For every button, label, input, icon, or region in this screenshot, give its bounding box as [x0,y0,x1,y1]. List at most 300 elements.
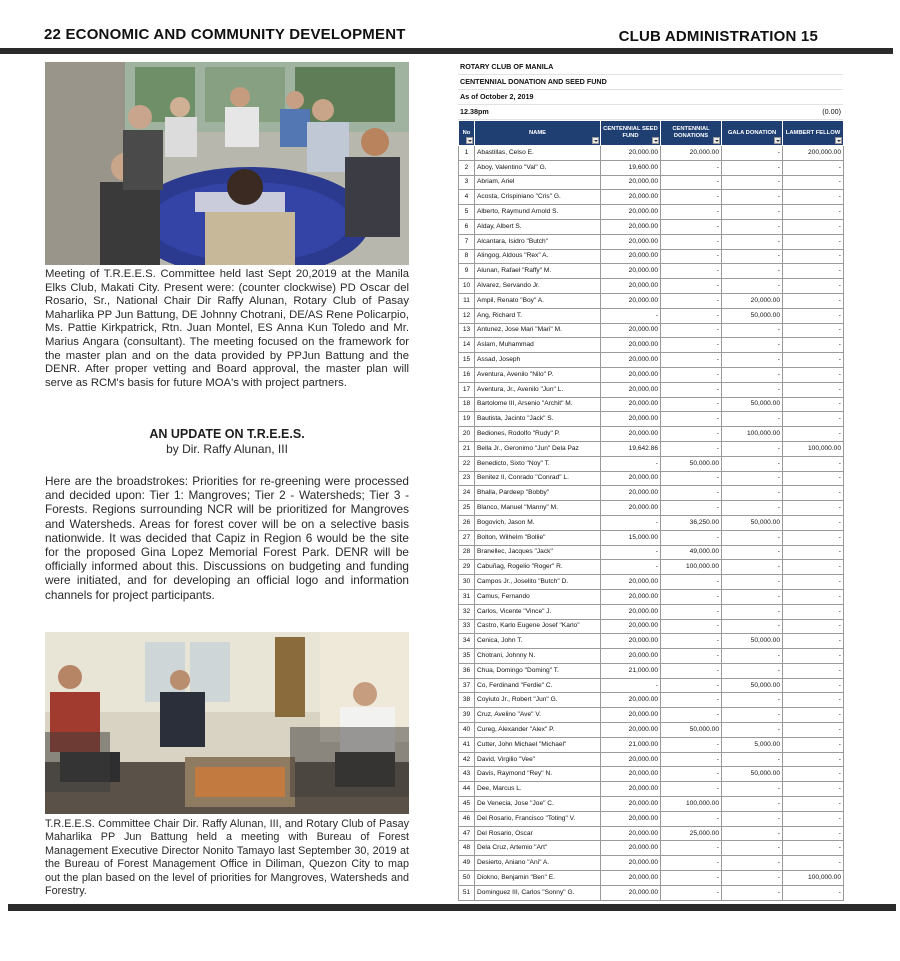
cell-no[interactable]: 36 [459,663,475,678]
cell-name[interactable]: David, Virgilio "Vee" [475,752,601,767]
cell-donations[interactable]: - [661,841,722,856]
cell-no[interactable]: 20 [459,427,475,442]
cell-donations[interactable]: - [661,678,722,693]
cell-donations[interactable]: - [661,871,722,886]
cell-name[interactable]: Cureg, Alexander "Alex" P. [475,723,601,738]
cell-gala[interactable]: - [722,382,783,397]
cell-seed-fund[interactable]: 20,000.00 [601,811,661,826]
cell-lambert[interactable]: - [783,841,844,856]
cell-donations[interactable]: - [661,486,722,501]
cell-gala[interactable]: - [722,471,783,486]
column-header-donations[interactable]: CENTENNIAL DONATIONS [661,121,722,146]
cell-seed-fund[interactable]: 20,000.00 [601,501,661,516]
cell-gala[interactable]: - [722,589,783,604]
cell-name[interactable]: Branellec, Jacques "Jack" [475,545,601,560]
column-header-gala[interactable]: GALA DONATION [722,121,783,146]
cell-lambert[interactable]: - [783,782,844,797]
column-header-seed-fund[interactable]: CENTENNIAL SEED FUND [601,121,661,146]
cell-donations[interactable]: - [661,752,722,767]
cell-lambert[interactable]: - [783,249,844,264]
cell-seed-fund[interactable]: 20,000.00 [601,279,661,294]
cell-gala[interactable]: - [722,811,783,826]
cell-donations[interactable]: - [661,575,722,590]
cell-name[interactable]: Antunez, Jose Mari "Mari" M. [475,323,601,338]
cell-lambert[interactable]: - [783,530,844,545]
cell-lambert[interactable]: - [783,338,844,353]
cell-lambert[interactable]: - [783,575,844,590]
cell-name[interactable]: De Venecia, Jose "Joe" C. [475,797,601,812]
cell-gala[interactable]: - [722,545,783,560]
filter-dropdown-icon[interactable] [592,137,599,144]
cell-donations[interactable]: - [661,708,722,723]
cell-donations[interactable]: - [661,856,722,871]
cell-no[interactable]: 3 [459,175,475,190]
cell-gala[interactable]: - [722,723,783,738]
cell-donations[interactable]: - [661,234,722,249]
cell-gala[interactable]: - [722,619,783,634]
cell-seed-fund[interactable]: 20,000.00 [601,175,661,190]
cell-lambert[interactable]: - [783,767,844,782]
cell-name[interactable]: Acosta, Crispiniano "Cris" G. [475,190,601,205]
cell-no[interactable]: 14 [459,338,475,353]
cell-gala[interactable]: 5,000.00 [722,737,783,752]
cell-name[interactable]: Carlos, Vicente "Vince" J. [475,604,601,619]
cell-name[interactable]: Davis, Raymond "Rey" N. [475,767,601,782]
cell-no[interactable]: 46 [459,811,475,826]
cell-seed-fund[interactable]: 20,000.00 [601,205,661,220]
cell-seed-fund[interactable]: 20,000.00 [601,723,661,738]
cell-lambert[interactable]: - [783,797,844,812]
cell-no[interactable]: 5 [459,205,475,220]
cell-gala[interactable]: - [722,856,783,871]
cell-donations[interactable]: - [661,441,722,456]
cell-name[interactable]: Cabuñag, Rogelio "Roger" R. [475,560,601,575]
cell-no[interactable]: 33 [459,619,475,634]
cell-name[interactable]: Cruz, Avelino "Ave" V. [475,708,601,723]
filter-dropdown-icon[interactable] [835,137,842,144]
cell-lambert[interactable]: - [783,634,844,649]
cell-name[interactable]: Ang, Richard T. [475,308,601,323]
cell-donations[interactable]: - [661,397,722,412]
cell-seed-fund[interactable]: 20,000.00 [601,293,661,308]
cell-seed-fund[interactable]: - [601,560,661,575]
cell-lambert[interactable]: - [783,412,844,427]
cell-lambert[interactable]: - [783,471,844,486]
cell-donations[interactable]: - [661,293,722,308]
cell-name[interactable]: Alday, Albert S. [475,219,601,234]
cell-gala[interactable]: 50,000.00 [722,767,783,782]
cell-name[interactable]: Alunan, Rafael "Raffy" M. [475,264,601,279]
cell-no[interactable]: 32 [459,604,475,619]
filter-dropdown-icon[interactable] [466,137,473,144]
cell-seed-fund[interactable]: 20,000.00 [601,693,661,708]
cell-no[interactable]: 22 [459,456,475,471]
cell-no[interactable]: 23 [459,471,475,486]
cell-donations[interactable]: - [661,190,722,205]
cell-gala[interactable]: - [722,323,783,338]
cell-no[interactable]: 25 [459,501,475,516]
cell-seed-fund[interactable]: 20,000.00 [601,190,661,205]
cell-lambert[interactable]: - [783,723,844,738]
cell-name[interactable]: Dee, Marcus L. [475,782,601,797]
cell-donations[interactable]: - [661,160,722,175]
cell-gala[interactable]: - [722,175,783,190]
cell-seed-fund[interactable]: - [601,678,661,693]
cell-donations[interactable]: - [661,367,722,382]
cell-no[interactable]: 21 [459,441,475,456]
cell-no[interactable]: 16 [459,367,475,382]
cell-donations[interactable]: - [661,471,722,486]
filter-dropdown-icon[interactable] [774,137,781,144]
cell-donations[interactable]: - [661,649,722,664]
cell-gala[interactable]: - [722,367,783,382]
cell-lambert[interactable]: - [783,649,844,664]
cell-gala[interactable]: - [722,353,783,368]
cell-gala[interactable]: - [722,441,783,456]
cell-name[interactable]: Campos Jr., Joselito "Butch" D. [475,575,601,590]
cell-lambert[interactable]: 200,000.00 [783,146,844,161]
cell-gala[interactable]: 50,000.00 [722,634,783,649]
cell-name[interactable]: Assad, Joseph [475,353,601,368]
cell-lambert[interactable]: 100,000.00 [783,441,844,456]
cell-gala[interactable]: - [722,338,783,353]
cell-donations[interactable]: - [661,175,722,190]
cell-no[interactable]: 2 [459,160,475,175]
cell-name[interactable]: Aboy, Valentino "Val" G. [475,160,601,175]
cell-lambert[interactable]: - [783,604,844,619]
column-header-name[interactable]: NAME [475,121,601,146]
cell-lambert[interactable]: - [783,678,844,693]
cell-donations[interactable]: - [661,663,722,678]
cell-no[interactable]: 31 [459,589,475,604]
cell-donations[interactable]: 50,000.00 [661,723,722,738]
cell-lambert[interactable]: - [783,353,844,368]
cell-gala[interactable]: - [722,663,783,678]
cell-seed-fund[interactable]: 20,000.00 [601,427,661,442]
cell-gala[interactable]: 100,000.00 [722,427,783,442]
cell-lambert[interactable]: - [783,885,844,900]
cell-no[interactable]: 35 [459,649,475,664]
filter-dropdown-icon[interactable] [652,137,659,144]
cell-seed-fund[interactable]: 20,000.00 [601,708,661,723]
cell-seed-fund[interactable]: 21,000.00 [601,663,661,678]
cell-no[interactable]: 45 [459,797,475,812]
cell-no[interactable]: 43 [459,767,475,782]
cell-donations[interactable]: - [661,811,722,826]
cell-name[interactable]: Bautista, Jacinto "Jack" S. [475,412,601,427]
cell-gala[interactable]: - [722,604,783,619]
cell-lambert[interactable]: - [783,737,844,752]
cell-gala[interactable]: - [722,456,783,471]
cell-lambert[interactable]: - [783,190,844,205]
cell-no[interactable]: 42 [459,752,475,767]
cell-lambert[interactable]: 100,000.00 [783,871,844,886]
cell-no[interactable]: 51 [459,885,475,900]
cell-seed-fund[interactable]: 20,000.00 [601,471,661,486]
cell-no[interactable]: 30 [459,575,475,590]
cell-name[interactable]: Chotrani, Johnny N. [475,649,601,664]
cell-seed-fund[interactable]: 20,000.00 [601,382,661,397]
cell-gala[interactable]: - [722,412,783,427]
cell-name[interactable]: Benitez II, Conrado "Conrad" L. [475,471,601,486]
cell-seed-fund[interactable]: 20,000.00 [601,589,661,604]
cell-no[interactable]: 11 [459,293,475,308]
cell-lambert[interactable]: - [783,708,844,723]
cell-no[interactable]: 15 [459,353,475,368]
cell-lambert[interactable]: - [783,323,844,338]
cell-donations[interactable]: 25,000.00 [661,826,722,841]
cell-donations[interactable]: - [661,782,722,797]
cell-no[interactable]: 4 [459,190,475,205]
cell-lambert[interactable]: - [783,663,844,678]
cell-donations[interactable]: - [661,619,722,634]
cell-no[interactable]: 18 [459,397,475,412]
cell-lambert[interactable]: - [783,234,844,249]
cell-donations[interactable]: - [661,249,722,264]
cell-seed-fund[interactable]: 20,000.00 [601,367,661,382]
cell-no[interactable]: 29 [459,560,475,575]
cell-donations[interactable]: - [661,308,722,323]
cell-gala[interactable]: - [722,205,783,220]
cell-gala[interactable]: - [722,841,783,856]
cell-seed-fund[interactable]: 20,000.00 [601,486,661,501]
cell-gala[interactable]: - [722,649,783,664]
cell-name[interactable]: Coyiuto Jr., Robert "Jun" G. [475,693,601,708]
cell-donations[interactable]: - [661,264,722,279]
cell-gala[interactable]: - [722,160,783,175]
cell-no[interactable]: 40 [459,723,475,738]
cell-seed-fund[interactable]: 20,000.00 [601,219,661,234]
cell-name[interactable]: Chua, Domingo "Doming" T. [475,663,601,678]
cell-name[interactable]: Del Rosario, Oscar [475,826,601,841]
cell-no[interactable]: 34 [459,634,475,649]
cell-name[interactable]: Dominguez III, Carlos "Sonny" G. [475,885,601,900]
filter-dropdown-icon[interactable] [713,137,720,144]
cell-lambert[interactable]: - [783,589,844,604]
cell-seed-fund[interactable]: 20,000.00 [601,412,661,427]
cell-gala[interactable]: - [722,782,783,797]
cell-lambert[interactable]: - [783,560,844,575]
cell-lambert[interactable]: - [783,160,844,175]
cell-lambert[interactable]: - [783,308,844,323]
cell-donations[interactable]: - [661,530,722,545]
cell-seed-fund[interactable]: 19,642.86 [601,441,661,456]
cell-no[interactable]: 10 [459,279,475,294]
cell-lambert[interactable]: - [783,219,844,234]
cell-donations[interactable]: 50,000.00 [661,456,722,471]
cell-no[interactable]: 24 [459,486,475,501]
cell-seed-fund[interactable]: 20,000.00 [601,338,661,353]
cell-donations[interactable]: - [661,382,722,397]
cell-seed-fund[interactable]: 20,000.00 [601,841,661,856]
cell-name[interactable]: Camus, Fernando [475,589,601,604]
cell-seed-fund[interactable]: 20,000.00 [601,752,661,767]
cell-donations[interactable]: - [661,323,722,338]
cell-gala[interactable]: 50,000.00 [722,678,783,693]
cell-name[interactable]: Dela Cruz, Artemio "Art" [475,841,601,856]
cell-gala[interactable]: - [722,146,783,161]
cell-name[interactable]: Benedicto, Sixto "Noy" T. [475,456,601,471]
cell-name[interactable]: Bogovich, Jason M. [475,515,601,530]
cell-seed-fund[interactable]: 20,000.00 [601,234,661,249]
cell-name[interactable]: Desierto, Aniano "Ani" A. [475,856,601,871]
cell-lambert[interactable]: - [783,693,844,708]
cell-gala[interactable]: - [722,752,783,767]
cell-gala[interactable]: - [722,501,783,516]
cell-seed-fund[interactable]: 20,000.00 [601,856,661,871]
cell-gala[interactable]: - [722,826,783,841]
cell-name[interactable]: Bediones, Rodolfo "Rudy" P. [475,427,601,442]
column-header-lambert[interactable]: LAMBERT FELLOW [783,121,844,146]
cell-lambert[interactable]: - [783,515,844,530]
cell-seed-fund[interactable]: 20,000.00 [601,323,661,338]
cell-gala[interactable]: 20,000.00 [722,293,783,308]
cell-gala[interactable]: - [722,693,783,708]
cell-no[interactable]: 27 [459,530,475,545]
cell-seed-fund[interactable]: 19,600.00 [601,160,661,175]
cell-no[interactable]: 47 [459,826,475,841]
cell-lambert[interactable]: - [783,397,844,412]
cell-lambert[interactable]: - [783,545,844,560]
cell-name[interactable]: Bella Jr., Geronimo "Jun" Dela Paz [475,441,601,456]
cell-gala[interactable]: - [722,249,783,264]
cell-no[interactable]: 26 [459,515,475,530]
cell-donations[interactable]: 100,000.00 [661,560,722,575]
cell-name[interactable]: Alcantara, Isidro "Butch" [475,234,601,249]
cell-gala[interactable]: - [722,797,783,812]
cell-name[interactable]: Co, Ferdinand "Ferdie" C. [475,678,601,693]
cell-seed-fund[interactable]: 20,000.00 [601,397,661,412]
cell-no[interactable]: 28 [459,545,475,560]
cell-name[interactable]: Alvarez, Servando Jr. [475,279,601,294]
cell-name[interactable]: Ampil, Renato "Boy" A. [475,293,601,308]
cell-donations[interactable]: - [661,427,722,442]
cell-no[interactable]: 49 [459,856,475,871]
cell-donations[interactable]: - [661,589,722,604]
cell-no[interactable]: 13 [459,323,475,338]
cell-gala[interactable]: - [722,708,783,723]
cell-gala[interactable]: - [722,560,783,575]
cell-gala[interactable]: - [722,530,783,545]
cell-seed-fund[interactable]: 20,000.00 [601,249,661,264]
cell-name[interactable]: Diokno, Benjamin "Ben" E. [475,871,601,886]
cell-seed-fund[interactable]: 20,000.00 [601,797,661,812]
cell-seed-fund[interactable]: 20,000.00 [601,782,661,797]
cell-donations[interactable]: - [661,219,722,234]
cell-lambert[interactable]: - [783,619,844,634]
cell-seed-fund[interactable]: 20,000.00 [601,634,661,649]
cell-donations[interactable]: - [661,693,722,708]
cell-lambert[interactable]: - [783,826,844,841]
cell-lambert[interactable]: - [783,427,844,442]
cell-lambert[interactable]: - [783,367,844,382]
cell-donations[interactable]: - [661,205,722,220]
cell-donations[interactable]: 36,250.00 [661,515,722,530]
cell-no[interactable]: 38 [459,693,475,708]
cell-name[interactable]: Del Rosario, Francisco "Toting" V. [475,811,601,826]
cell-seed-fund[interactable]: 20,000.00 [601,353,661,368]
cell-name[interactable]: Aslam, Muhammad [475,338,601,353]
cell-no[interactable]: 44 [459,782,475,797]
cell-name[interactable]: Blanco, Manuel "Manny" M. [475,501,601,516]
cell-name[interactable]: Bhalla, Pardeep "Bobby" [475,486,601,501]
cell-donations[interactable]: - [661,737,722,752]
cell-name[interactable]: Alberto, Raymund Arnold S. [475,205,601,220]
cell-donations[interactable]: - [661,885,722,900]
cell-seed-fund[interactable]: 21,000.00 [601,737,661,752]
cell-donations[interactable]: - [661,338,722,353]
cell-seed-fund[interactable]: - [601,308,661,323]
cell-no[interactable]: 50 [459,871,475,886]
cell-no[interactable]: 7 [459,234,475,249]
cell-no[interactable]: 17 [459,382,475,397]
column-header-no[interactable]: No [459,121,475,146]
cell-seed-fund[interactable]: 20,000.00 [601,619,661,634]
cell-donations[interactable]: 20,000.00 [661,146,722,161]
cell-lambert[interactable]: - [783,293,844,308]
cell-no[interactable]: 39 [459,708,475,723]
cell-no[interactable]: 1 [459,146,475,161]
cell-seed-fund[interactable]: 20,000.00 [601,767,661,782]
cell-lambert[interactable]: - [783,279,844,294]
cell-donations[interactable]: - [661,634,722,649]
cell-name[interactable]: Cutter, John Michael "Michael" [475,737,601,752]
cell-seed-fund[interactable]: - [601,545,661,560]
cell-gala[interactable]: - [722,871,783,886]
cell-no[interactable]: 19 [459,412,475,427]
cell-donations[interactable]: - [661,767,722,782]
cell-gala[interactable]: - [722,264,783,279]
cell-donations[interactable]: 100,000.00 [661,797,722,812]
cell-gala[interactable]: - [722,234,783,249]
cell-gala[interactable]: 50,000.00 [722,397,783,412]
cell-gala[interactable]: - [722,575,783,590]
cell-gala[interactable]: - [722,885,783,900]
cell-name[interactable]: Cenica, John T. [475,634,601,649]
cell-lambert[interactable]: - [783,501,844,516]
cell-gala[interactable]: - [722,279,783,294]
cell-name[interactable]: Abriam, Ariel [475,175,601,190]
cell-donations[interactable]: - [661,353,722,368]
cell-gala[interactable]: - [722,219,783,234]
cell-name[interactable]: Bartolome III, Arsenio "Archit" M. [475,397,601,412]
cell-no[interactable]: 41 [459,737,475,752]
cell-seed-fund[interactable]: - [601,456,661,471]
cell-no[interactable]: 37 [459,678,475,693]
cell-no[interactable]: 48 [459,841,475,856]
cell-seed-fund[interactable]: - [601,515,661,530]
cell-donations[interactable]: - [661,279,722,294]
cell-no[interactable]: 6 [459,219,475,234]
cell-no[interactable]: 12 [459,308,475,323]
cell-donations[interactable]: - [661,412,722,427]
cell-no[interactable]: 8 [459,249,475,264]
cell-lambert[interactable]: - [783,175,844,190]
cell-no[interactable]: 9 [459,264,475,279]
cell-seed-fund[interactable]: 20,000.00 [601,826,661,841]
cell-name[interactable]: Aventura, Avenilo "Nilo" P. [475,367,601,382]
cell-lambert[interactable]: - [783,456,844,471]
cell-lambert[interactable]: - [783,856,844,871]
cell-lambert[interactable]: - [783,486,844,501]
cell-gala[interactable]: - [722,486,783,501]
cell-seed-fund[interactable]: 20,000.00 [601,264,661,279]
cell-name[interactable]: Abastillas, Celso E. [475,146,601,161]
cell-gala[interactable]: - [722,190,783,205]
cell-lambert[interactable]: - [783,205,844,220]
cell-name[interactable]: Castro, Karlo Eugene Josef "Karlo" [475,619,601,634]
cell-lambert[interactable]: - [783,382,844,397]
